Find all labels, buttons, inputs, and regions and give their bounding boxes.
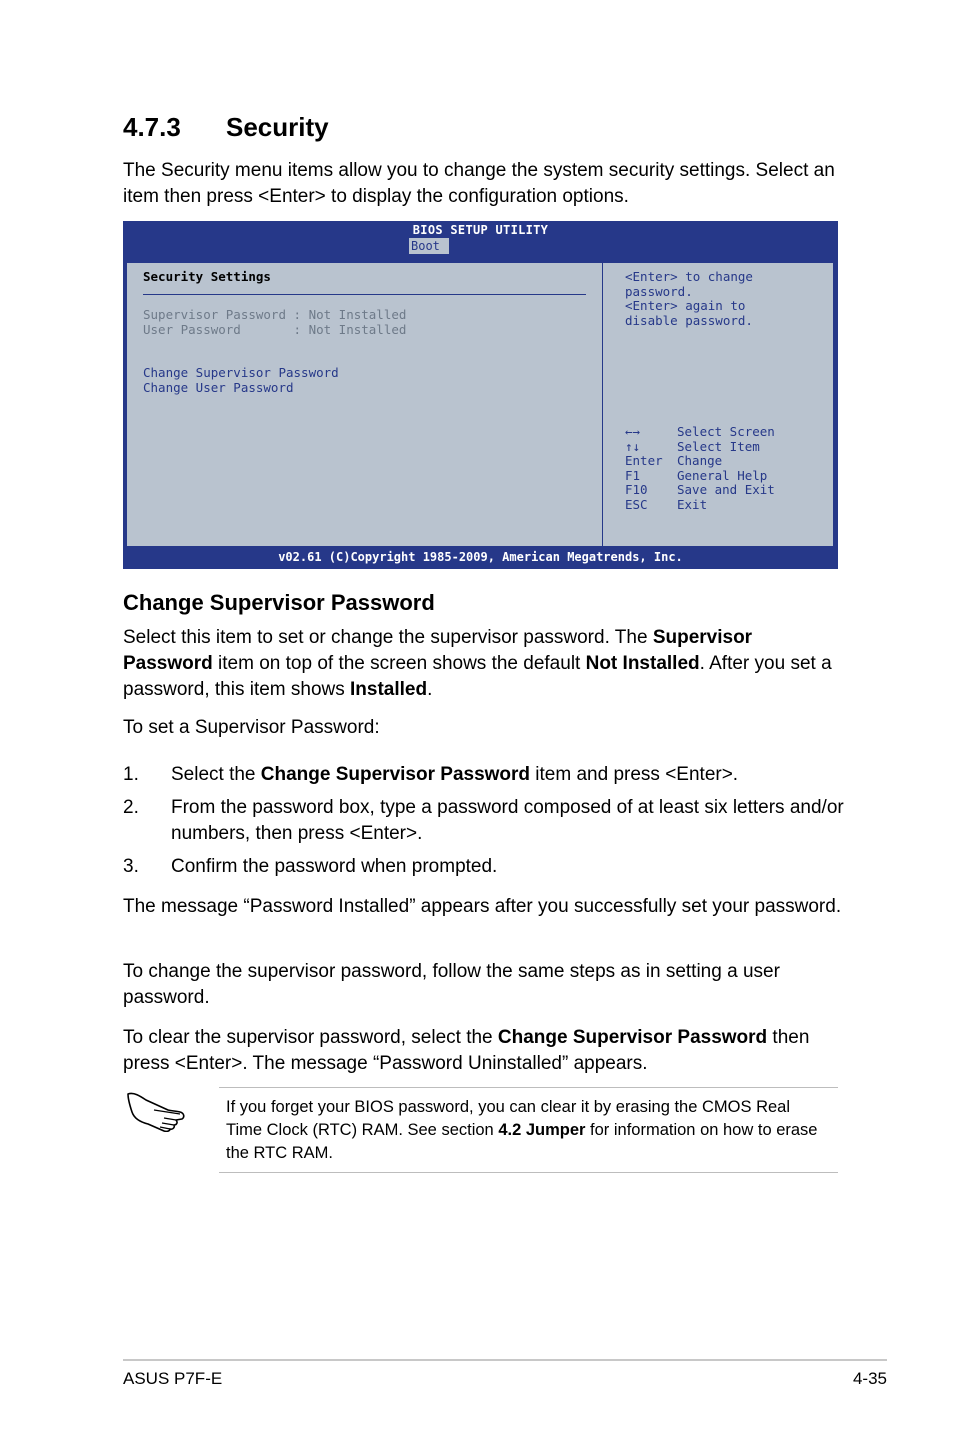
bold-text: Change Supervisor Password — [497, 1027, 768, 1048]
text: . After you set a password, this item shows — [123, 653, 832, 700]
key-arrows-lr: ←→ — [625, 424, 641, 439]
step-number: 2. — [123, 797, 139, 818]
paragraph-3: The message “Password Installed” appears after you successfully set your password. — [123, 896, 842, 917]
bold-text: Change Supervisor Password — [260, 764, 531, 785]
key-action: Exit — [677, 496, 708, 512]
bold-text: Supervisor Password — [123, 627, 753, 674]
paragraph-2: To set a Supervisor Password: — [123, 717, 380, 738]
bold-text: 4.2 Jumper — [498, 1121, 586, 1139]
help-line: disable password. — [625, 312, 753, 328]
page-number: 4-35 — [852, 1369, 887, 1388]
key-esc: ESC — [625, 496, 648, 512]
supervisor-password-status: Supervisor Password : Not Installed — [143, 307, 407, 322]
text: . — [427, 679, 433, 700]
security-settings-title: Security Settings — [143, 269, 271, 284]
bios-divider — [602, 262, 603, 547]
subsection-heading: Change Supervisor Password — [123, 590, 435, 615]
key-row — [625, 483, 775, 498]
key-f1: F1 — [625, 467, 641, 483]
help-line: <Enter> to change — [625, 269, 753, 284]
section-title: Security — [226, 112, 329, 142]
bios-title: BIOS SETUP UTILITY — [412, 223, 549, 237]
footer-model: ASUS P7F-E — [123, 1369, 223, 1388]
step-number: 3. — [123, 856, 139, 877]
change-supervisor-password-item[interactable]: Change Supervisor Password — [143, 365, 339, 380]
key-action: Select Item — [677, 438, 760, 454]
bios-tab-boot[interactable]: Boot — [409, 238, 449, 254]
key-action: Save and Exit — [677, 482, 775, 497]
intro-paragraph: The Security menu items allow you to change the system security settings. Select an item then press <Enter> to display the configuration options. — [123, 160, 835, 207]
bios-panel — [126, 262, 834, 547]
footer-rule — [123, 1359, 887, 1361]
key-action: Select Screen — [677, 424, 775, 439]
paragraph-1 — [123, 625, 843, 703]
key-row — [625, 498, 775, 513]
text: If you forget your BIOS password, you can clear it by erasing the CMOS Real Time Clock (RTC) RAM. See section — [226, 1098, 791, 1139]
text: for information on how to erase the RTC RAM. — [226, 1121, 818, 1162]
bold-text: Not Installed — [585, 653, 700, 674]
key-row — [625, 425, 775, 440]
section-number: 4.7.3 — [123, 112, 181, 142]
note-top-rule — [219, 1087, 838, 1088]
key-enter: Enter — [625, 453, 663, 468]
step-text: From the password box, type a password composed of at least six letters and/or numbers, then press <Enter>. — [171, 797, 844, 844]
pointing-hand-icon — [124, 1088, 188, 1132]
step-text: Confirm the password when prompted. — [171, 856, 498, 877]
paragraph-5 — [123, 1025, 843, 1077]
text: Select this item to set or change the supervisor password. The — [123, 627, 653, 648]
text: item on top of the screen shows the default — [212, 653, 586, 674]
note-text — [226, 1096, 826, 1165]
text: To clear the supervisor password, select the — [123, 1027, 498, 1048]
settings-underline — [143, 294, 586, 295]
help-line: password. — [625, 283, 693, 299]
text: item and press <Enter>. — [530, 764, 739, 785]
help-line: <Enter> again to — [625, 298, 746, 313]
key-row — [625, 440, 775, 455]
bios-copyright: v02.61 (C)Copyright 1985-2009, American Megatrends, Inc. — [278, 550, 683, 564]
text: then press <Enter>. The message “Password Uninstalled” appears. — [123, 1027, 810, 1074]
key-action: General Help — [677, 467, 768, 483]
key-action: Change — [677, 453, 723, 468]
key-row — [625, 454, 775, 469]
user-password-status: User Password : Not Installed — [143, 321, 407, 337]
key-f10: F10 — [625, 482, 648, 497]
text: Select the — [171, 764, 261, 785]
bios-help-text — [625, 270, 753, 328]
key-arrows-ud: ↑↓ — [625, 438, 641, 454]
paragraph-4: To change the supervisor password, follow the same steps as in setting a user password. — [123, 961, 780, 1008]
note-bottom-rule — [219, 1172, 838, 1173]
bold-text: Installed — [350, 679, 428, 700]
bios-key-legend — [625, 425, 775, 512]
step-number: 1. — [123, 764, 139, 785]
section-heading — [123, 112, 329, 143]
key-row — [625, 469, 775, 484]
bios-screen — [123, 221, 838, 569]
change-user-password-item[interactable]: Change User Password — [143, 379, 294, 395]
step-text — [171, 762, 851, 788]
